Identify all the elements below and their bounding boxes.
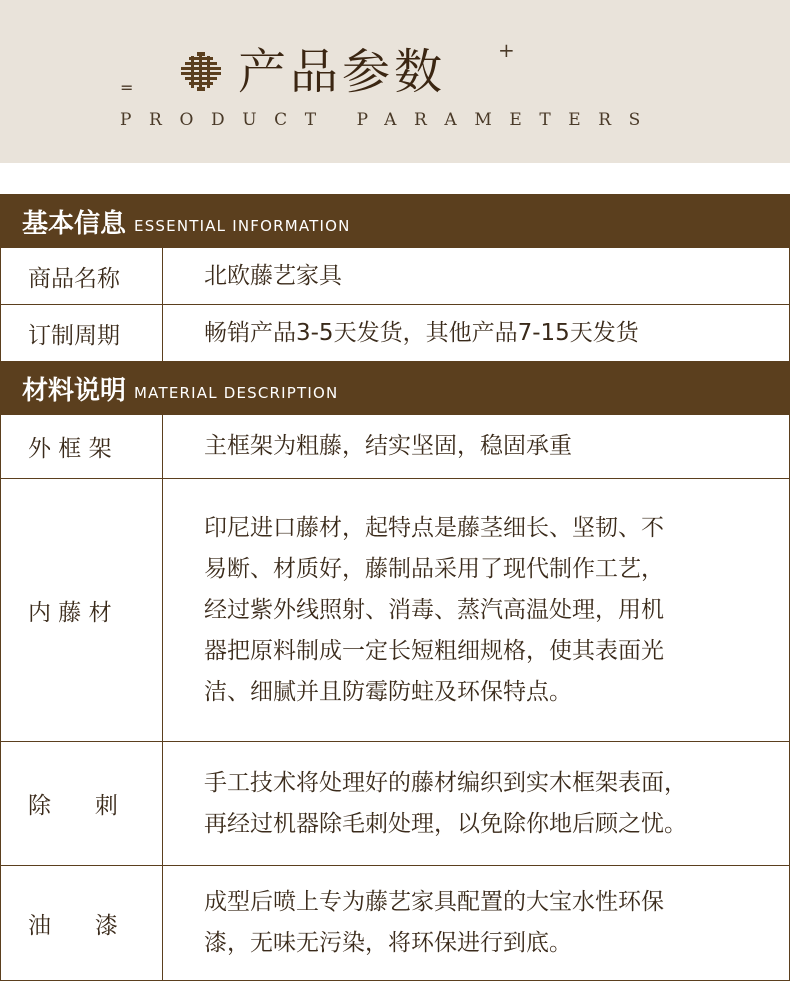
table-row [0,305,790,361]
row-value-text: 成型后喷上专为藤艺家具配置的大宝水性环保 漆，无味无污染，将环保进行到底。 [204,889,664,956]
section-header-material [0,361,790,415]
table-row [0,866,790,981]
plus-mark: + [498,38,515,62]
section-header-essential [0,194,790,248]
row-label: 除 刺 [0,742,163,865]
row-label: 订制周期 [0,305,163,361]
section-title-en: MATERIAL DESCRIPTION [134,384,339,402]
page-title: 产品参数 [238,44,447,100]
row-value-text: 畅销产品3-5天发货，其他产品7-15天发货 [204,319,639,346]
header-banner [0,0,790,163]
row-label: 外 框 架 [0,415,163,478]
row-value [204,305,760,361]
row-value-text: 主框架为粗藤，结实坚固，稳固承重 [204,433,572,459]
row-value [204,479,760,741]
section-title-cn: 基本信息 [22,208,127,239]
row-value-text: 印尼进口藤材，起特点是藤茎细长、坚韧、不 易断、材质好，藤制品采用了现代制作工艺， 经过紫外线照射、消毒、蒸汽高温处理，用机 器把原料制成一定长短粗细规格，使其表面光 洁、细腻并且防霉防蛀及环保特点。 [204,514,664,705]
row-value-text: 北欧藤艺家具 [204,262,342,289]
row-value [204,866,760,980]
table-row [0,479,790,742]
table-row [0,248,790,305]
row-value [204,415,760,478]
table-row [0,742,790,866]
table-left-border [0,248,1,361]
section-title-cn: 材料说明 [22,375,127,406]
table-left-border [0,415,1,981]
table-row [0,415,790,479]
equals-mark: = [120,78,134,97]
row-value [204,248,760,304]
lattice-ornament-icon [181,52,221,92]
section-title-en: ESSENTIAL INFORMATION [134,217,351,235]
row-label: 内 藤 材 [0,479,163,741]
row-value [204,742,760,865]
page-subtitle: PRODUCT PARAMETERS [120,110,658,130]
row-label: 商品名称 [0,248,163,304]
row-value-text: 手工技术将处理好的藤材编织到实木框架表面， 再经过机器除毛刺处理，以免除你地后顾之忧。 [204,769,687,837]
row-label: 油 漆 [0,866,163,980]
